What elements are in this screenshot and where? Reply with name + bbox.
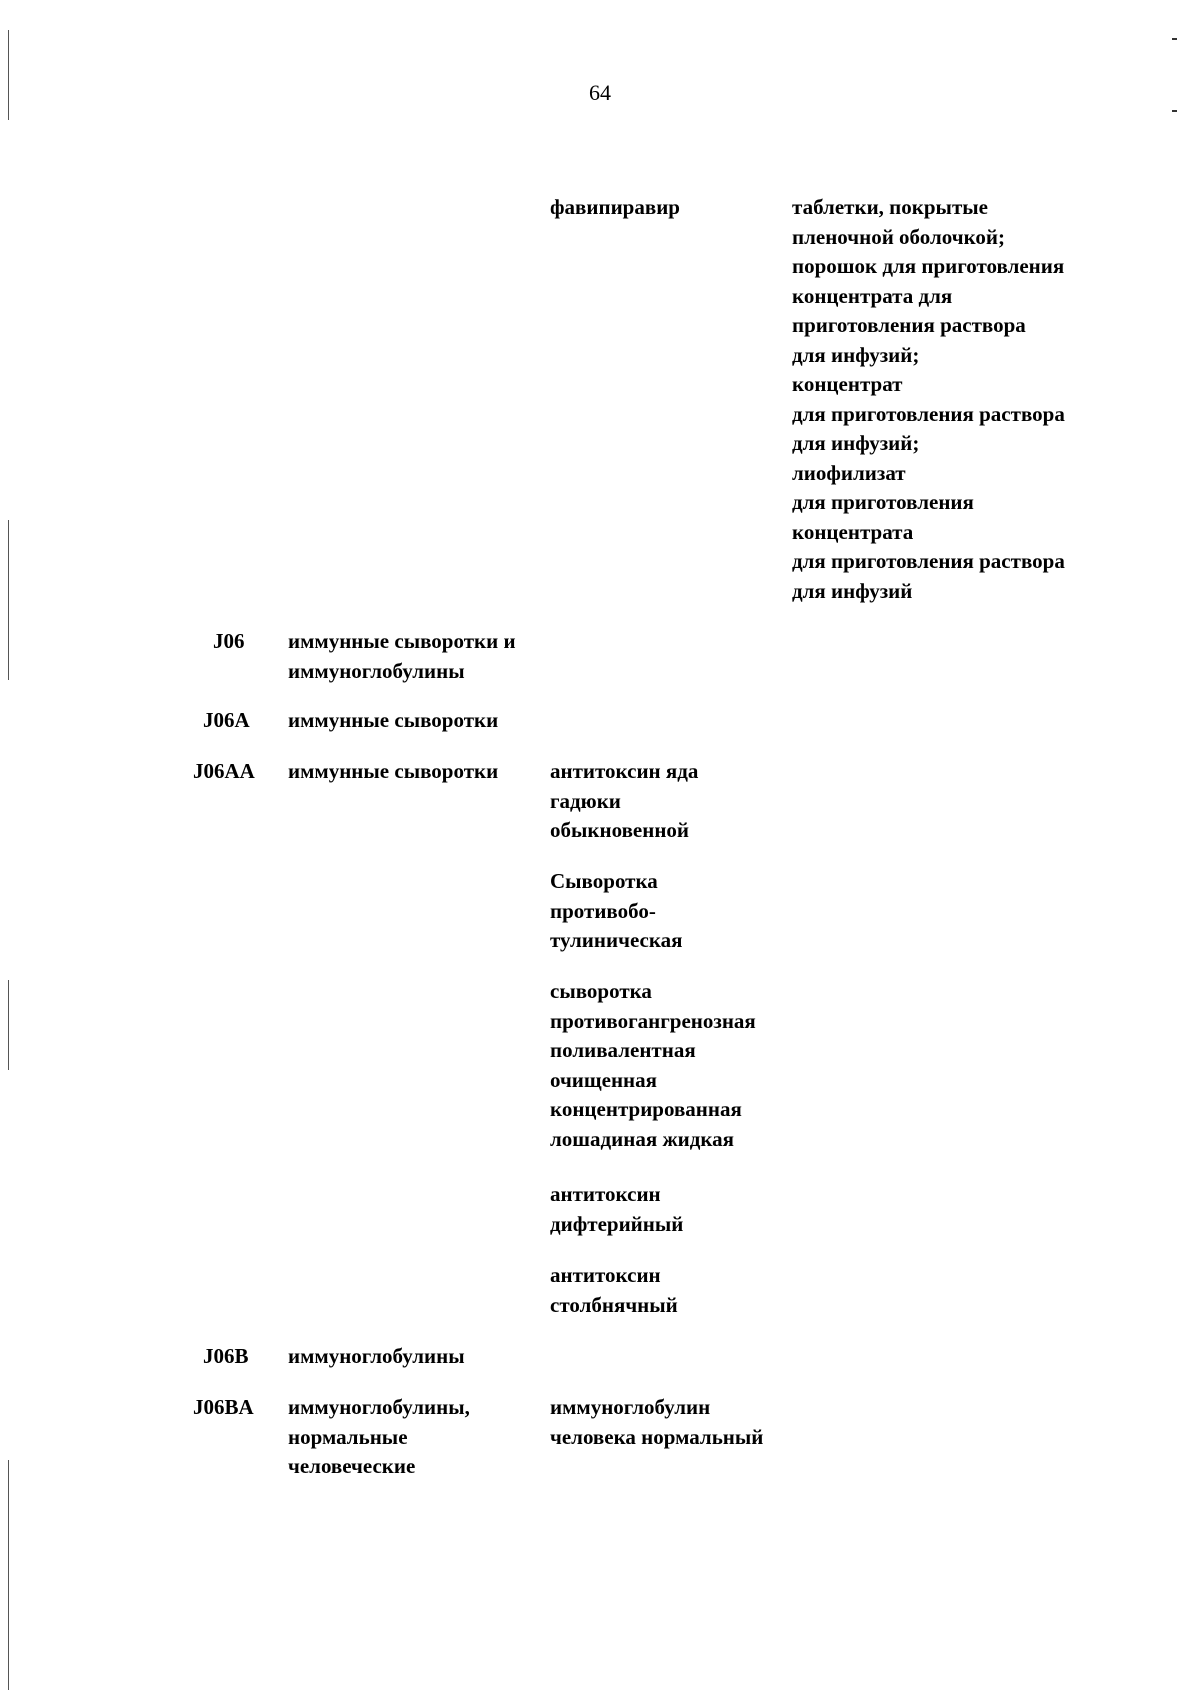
atc-code-j06ba: J06BA — [193, 1395, 254, 1419]
drug-line: поливалентная — [550, 1038, 696, 1062]
dosage-form-line: для инфузий; — [792, 342, 920, 367]
drug-line: антитоксин — [550, 1263, 661, 1287]
drug-name-diphtheria-antitoxin — [550, 1180, 683, 1239]
dosage-form-line: приготовления раствора — [792, 313, 1026, 337]
drug-line: очищенная — [550, 1067, 658, 1092]
dosage-form-line: для инфузий; — [792, 431, 920, 455]
dosage-forms-favipiravir — [792, 193, 1065, 606]
scan-artifact — [1172, 38, 1177, 40]
drug-line: антитоксин яда — [550, 759, 699, 783]
drug-line: гадюки — [550, 788, 621, 813]
description-line: нормальные — [288, 1424, 408, 1449]
drug-line: антитоксин — [550, 1182, 661, 1206]
dosage-form-line: для приготовления раствора — [792, 549, 1065, 573]
atc-description-j06b: иммуноглобулины — [288, 1344, 465, 1368]
drug-line: противогангренозная — [550, 1008, 756, 1033]
dosage-form-line: концентрат — [792, 372, 903, 396]
drug-line: лошадиная жидкая — [550, 1126, 735, 1151]
drug-line: Сыворотка — [550, 869, 658, 893]
drug-line: концентрированная — [550, 1097, 742, 1121]
atc-description-j06aa: иммунные сыворотки — [288, 759, 499, 783]
drug-line: сыворотка — [550, 979, 652, 1003]
scan-artifact — [8, 30, 9, 120]
drug-line: столбнячный — [550, 1292, 678, 1317]
dosage-form-line: лиофилизат — [792, 460, 906, 485]
dosage-form-line: пленочной оболочкой; — [792, 224, 1005, 249]
dosage-form-line: для инфузий — [792, 578, 913, 603]
dosage-form-line: порошок для приготовления — [792, 254, 1065, 278]
drug-line: тулиническая — [550, 928, 683, 952]
description-line: иммуноглобулины, — [288, 1395, 470, 1419]
drug-name-normal-immunoglobulin — [550, 1393, 763, 1452]
dosage-form-line: для приготовления раствора — [792, 401, 1065, 426]
dosage-form-line: таблетки, покрытые — [792, 195, 988, 219]
description-line: человеческие — [288, 1454, 416, 1478]
atc-code-j06a: J06A — [203, 708, 250, 732]
drug-line: обыкновенной — [550, 818, 690, 842]
atc-code-j06: J06 — [213, 629, 245, 653]
atc-code-j06aa: J06AA — [193, 759, 255, 783]
scan-artifact — [1172, 110, 1177, 112]
drug-name-tetanus-antitoxin — [550, 1261, 678, 1320]
page-number: 64 — [589, 80, 611, 105]
drug-name-antitoxin-viper — [550, 757, 698, 846]
atc-description-j06 — [288, 627, 516, 686]
scan-artifact — [8, 980, 9, 1070]
dosage-form-line: концентрата — [792, 519, 914, 544]
drug-line: иммуноглобулин — [550, 1395, 711, 1419]
atc-code-j06b: J06B — [203, 1344, 249, 1368]
drug-line: человека нормальный — [550, 1424, 764, 1449]
drug-name-antibotulinum-serum — [550, 867, 682, 956]
dosage-form-line: концентрата для — [792, 283, 953, 308]
atc-description-j06a: иммунные сыворотки — [288, 708, 499, 732]
drug-name-favipiravir: фавипиравир — [550, 195, 680, 219]
drug-line: противобо- — [550, 898, 656, 923]
description-line: иммуноглобулины — [288, 658, 465, 683]
scan-artifact — [8, 520, 9, 680]
scan-artifact — [8, 1460, 9, 1690]
drug-line: дифтерийный — [550, 1211, 684, 1236]
description-line: иммунные сыворотки и — [288, 629, 516, 653]
atc-description-j06ba — [288, 1393, 470, 1482]
dosage-form-line: для приготовления — [792, 490, 974, 514]
drug-name-antigangrenous-serum — [550, 977, 756, 1154]
